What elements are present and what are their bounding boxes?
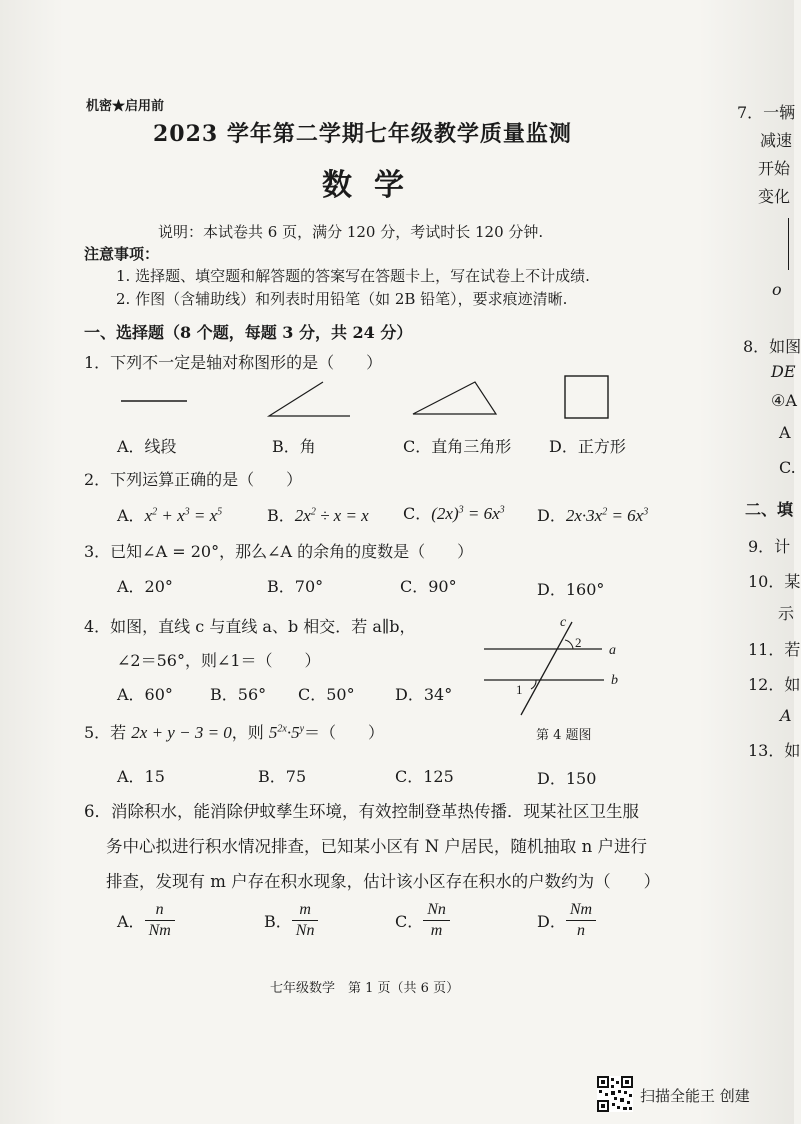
q3-stem: 3．已知∠A = 20°，那么∠A 的余角的度数是（ ） (84, 542, 474, 561)
q2-option-c: C．$(2x)^3 = 6x^3$ (403, 504, 505, 523)
q4-option-b: B．56° (210, 685, 267, 704)
q3-option-c: C．90° (400, 577, 457, 596)
right-col-line-a: A (780, 706, 792, 725)
q1-option-b: B．角 (272, 437, 316, 456)
q3-option-d: D．160° (537, 580, 605, 599)
section-heading: 一、选择题（8 个题，每题 3 分，共 24 分） (84, 323, 413, 342)
right-col-graph-axis (788, 218, 793, 270)
q2-option-a: A．$x^2 + x^3 = x^5$ (117, 506, 223, 525)
right-col-q13: 13．如 (748, 741, 801, 760)
secret-tag: 机密★启用前 (86, 99, 165, 114)
right-col-q12: 12．如 (748, 675, 801, 694)
label-a: a (609, 643, 616, 658)
q6-line-3: 排查，发现有 m 户存在积水现象，估计该小区存在积水的户数约为（ ） (106, 872, 661, 891)
right-col-section-2: 二、填 (745, 500, 794, 519)
q3-option-a: A．20° (117, 577, 173, 596)
q4-stem-2: ∠2＝56°，则∠1＝（ ） (117, 651, 321, 670)
exam-title: 2023 学年第二学期七年级教学质量监测 (153, 121, 572, 147)
q5-option-d: D．150 (537, 769, 597, 788)
label-2: 2 (575, 635, 582, 650)
q2-option-b: B．$2x^2 \div x = x$ (267, 506, 369, 525)
right-col-line-2: 减速 (760, 131, 793, 150)
q6-line-1: 6．消除积水，能消除伊蚊孳生环境，有效控制登革热传播．现某社区卫生服 (84, 802, 639, 821)
right-col-option-a: A (779, 423, 791, 442)
exam-instructions: 说明：本试卷共 6 页，满分 120 分，考试时长 120 分钟. (158, 223, 544, 241)
q4-figure (480, 612, 630, 720)
q6-option-c: C． $\frac{Nn}{m}$ (395, 900, 450, 941)
line-c (521, 622, 572, 715)
q6-line-2: 务中心拟进行积水情况排查，已知某小区有 N 户居民，随机抽取 n 户进行 (106, 837, 648, 856)
q4-option-a: A．60° (117, 685, 173, 704)
right-col-option-c: C. (779, 458, 796, 477)
q1-figures (118, 372, 638, 422)
right-col-q8: 8．如图 (743, 337, 801, 356)
angle-figure (269, 382, 350, 416)
q5-option-b: B．75 (258, 767, 307, 786)
q5-option-a: A．15 (117, 767, 165, 786)
right-col-q11: 11．若 (748, 640, 801, 659)
right-col-line-shi: 示 (778, 604, 795, 623)
q5-option-c: C．125 (395, 767, 454, 786)
notice-item-1: 1. 选择题、填空题和解答题的答案写在答题卡上，写在试卷上不计成绩. (116, 267, 590, 285)
square-figure (565, 376, 608, 418)
label-b: b (611, 673, 618, 688)
q6-option-a: A． $\frac{n}{Nm}$ (117, 900, 175, 941)
angle-2-arc (565, 640, 573, 649)
q5-stem: 5．若 2x + y − 3 = 0，则 $5^{2x}\cdot 5^y=$（ ） (84, 723, 385, 742)
q1-stem: 1．下列不一定是轴对称图形的是（ ） (84, 353, 383, 372)
q4-caption: 第 4 题图 (536, 728, 592, 743)
q6-option-b: B． $\frac{m}{Nn}$ (264, 900, 318, 941)
right-col-q10: 10．某 (748, 572, 801, 591)
qr-code-icon (597, 1076, 633, 1112)
q1-option-d: D．正方形 (549, 437, 626, 456)
label-c: c (560, 615, 567, 630)
q4-option-c: C．50° (298, 685, 355, 704)
scanner-watermark: 扫描全能王 创建 (640, 1087, 750, 1105)
q4-stem: 4．如图，直线 c 与直线 a、b 相交．若 a∥b， (84, 617, 416, 636)
right-col-line-4: 变化 (758, 187, 791, 206)
right-col-line-4a: ④A (771, 391, 797, 410)
right-triangle-figure (413, 382, 496, 414)
subject-title: 数学 (322, 168, 426, 203)
q1-option-c: C．直角三角形 (403, 437, 512, 456)
page-footer: 七年级数学 第 1 页（共 6 页） (270, 981, 460, 996)
q2-stem: 2．下列运算正确的是（ ） (84, 470, 303, 489)
notice-heading: 注意事项： (84, 245, 160, 263)
right-col-origin: o (772, 280, 782, 299)
right-col-line-3: 开始 (758, 159, 791, 178)
q6-option-d: D． $\frac{Nm}{n}$ (537, 900, 596, 941)
notice-item-2: 2. 作图（含辅助线）和列表时用铅笔（如 2B 铅笔），要求痕迹清晰. (116, 290, 568, 308)
q1-option-a: A．线段 (117, 437, 177, 456)
right-col-q9: 9．计 (748, 537, 791, 556)
right-col-line-de: DE (771, 362, 796, 381)
right-col-q7: 7．一辆 (737, 103, 796, 122)
q3-option-b: B．70° (267, 577, 324, 596)
label-1: 1 (516, 682, 523, 697)
q4-option-d: D．34° (395, 685, 453, 704)
q2-option-d: D．$2x\cdot 3x^2 = 6x^3$ (537, 506, 649, 525)
